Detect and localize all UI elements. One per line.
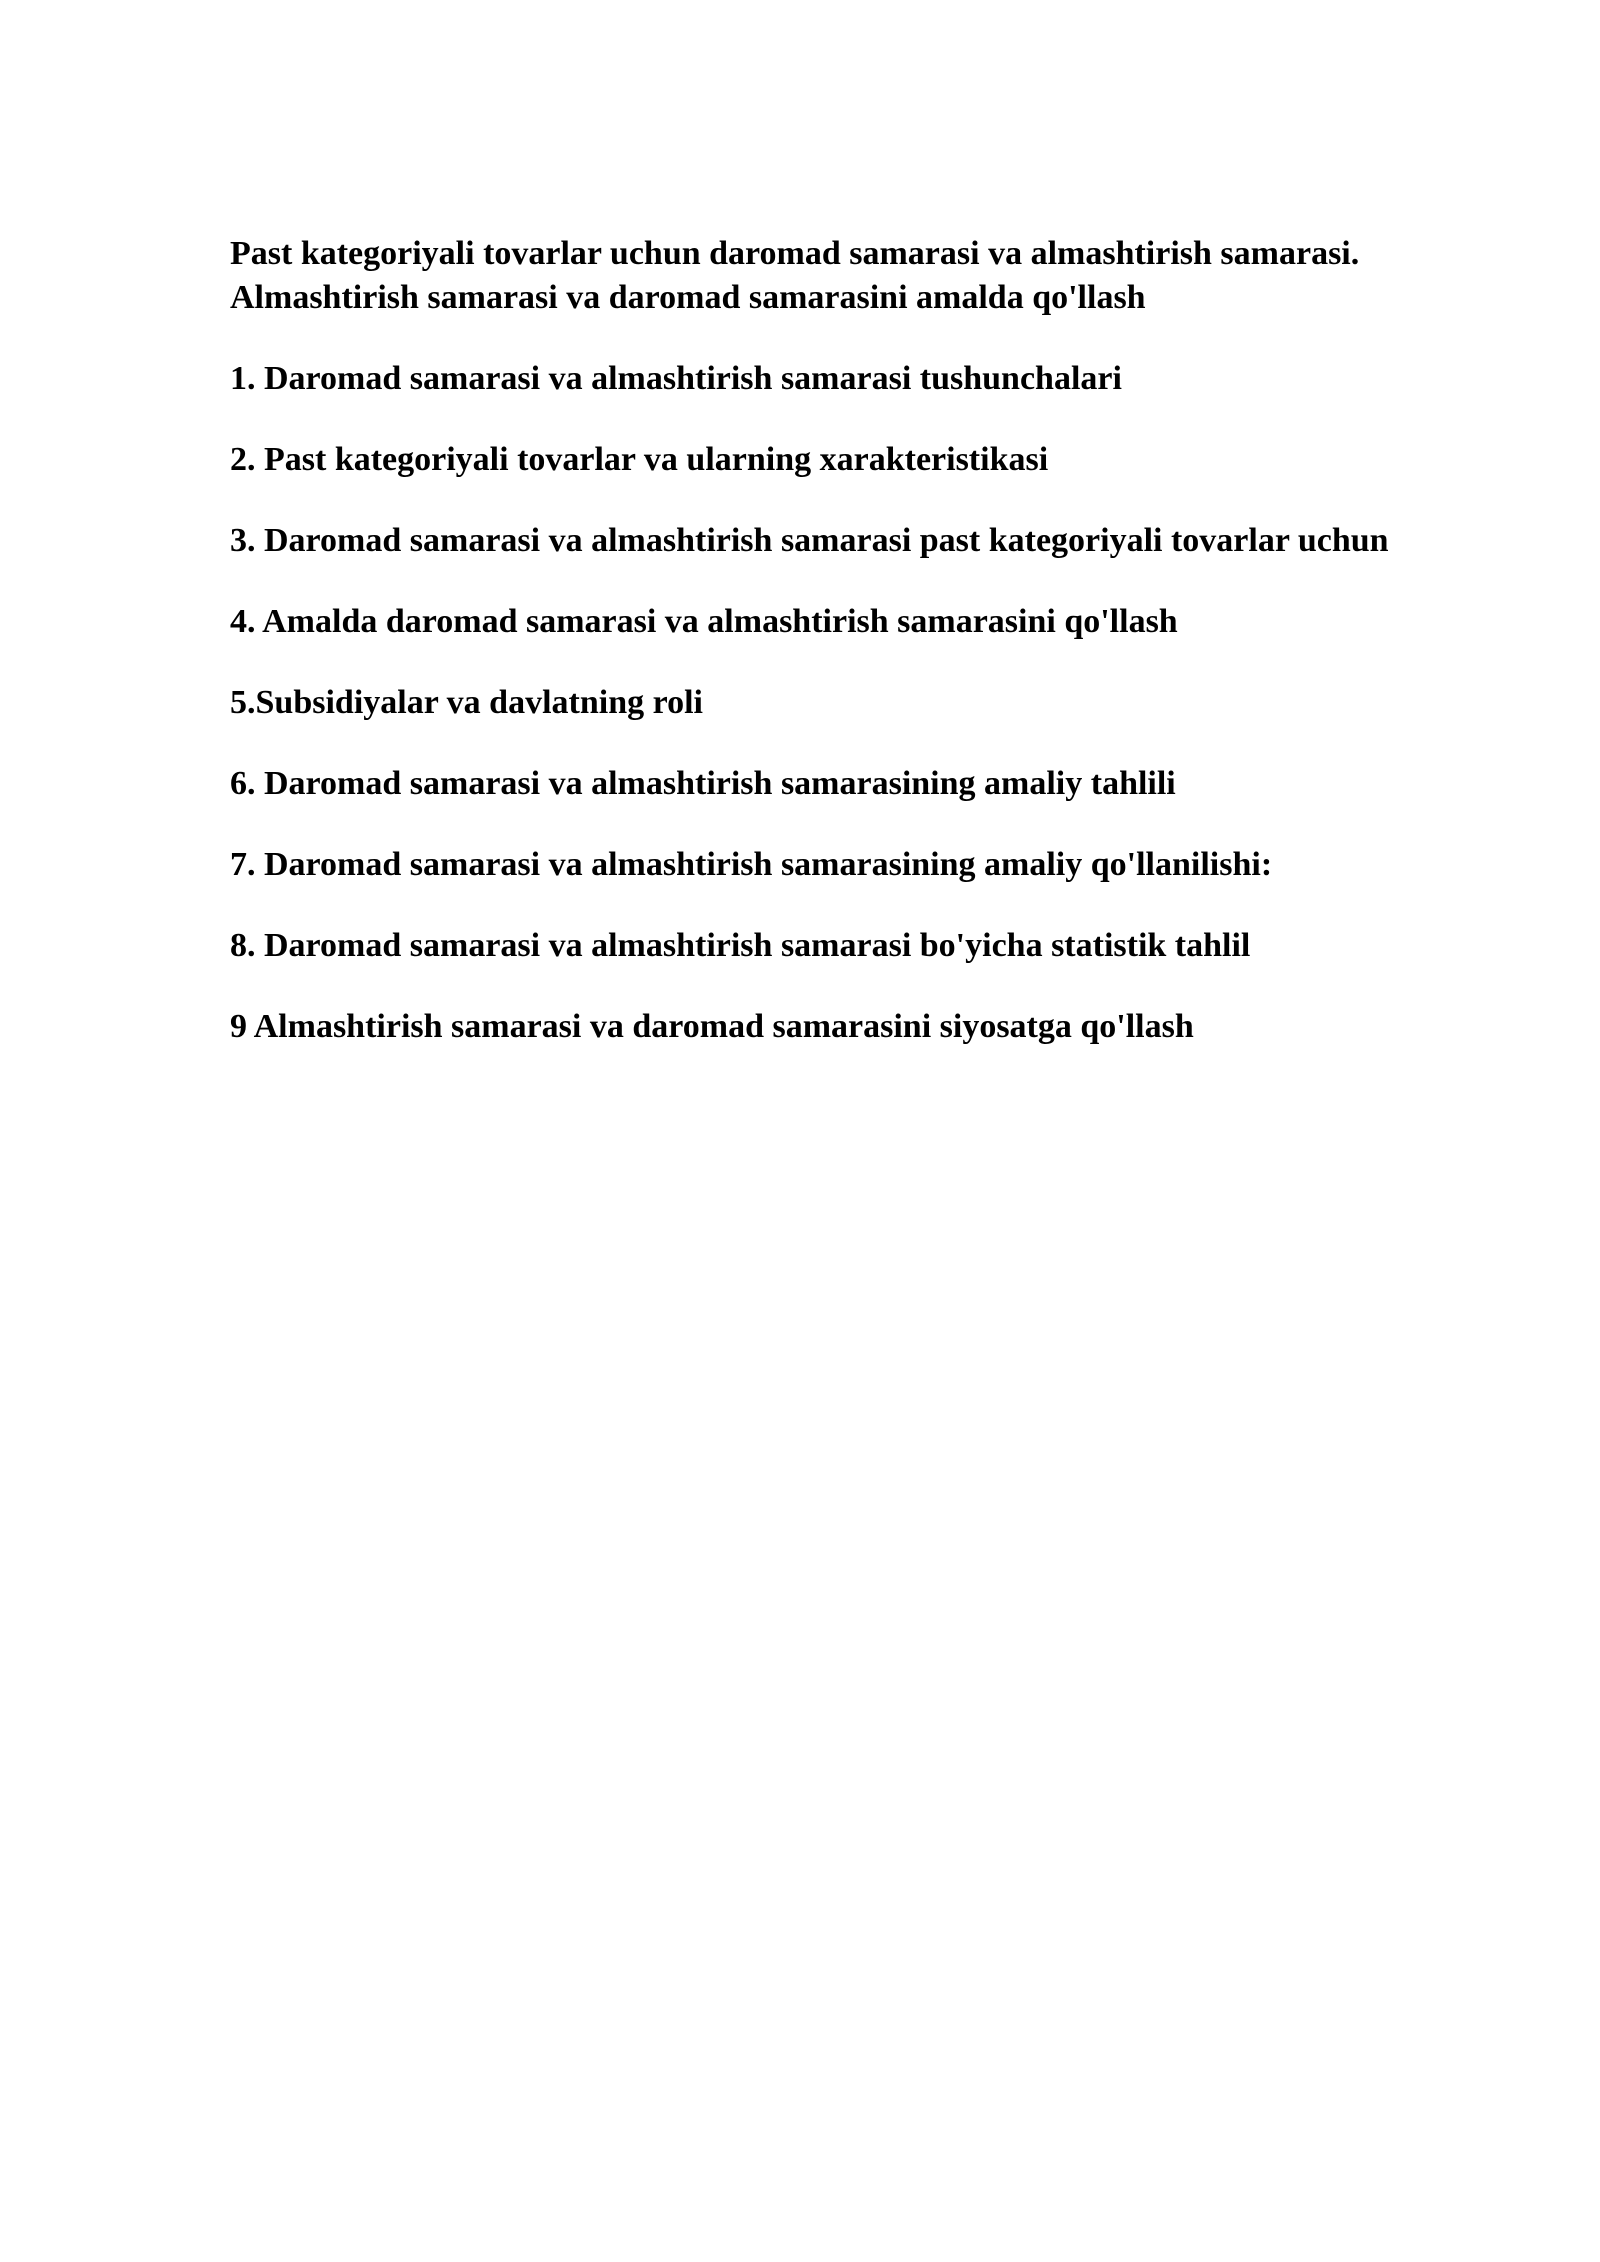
- toc-item-1: 1. Daromad samarasi va almashtirish samarasi tushunchalari: [230, 360, 1122, 397]
- document-content: [230, 232, 1530, 1049]
- toc-item-5: 5.Subsidiyalar va davlatning roli: [230, 684, 703, 721]
- toc-item-6: 6. Daromad samarasi va almashtirish samarasining amaliy tahlili: [230, 765, 1176, 802]
- toc-item-2: 2. Past kategoriyali tovarlar va ularning xarakteristikasi: [230, 441, 1049, 478]
- toc-item-9: 9 Almashtirish samarasi va daromad samarasini siyosatga qo'llash: [230, 1008, 1194, 1045]
- table-of-contents: [230, 357, 1530, 1049]
- document-title-line-1: Past kategoriyali tovarlar uchun daromad samarasi va almashtirish samarasi.: [230, 235, 1360, 272]
- toc-item-3: 3. Daromad samarasi va almashtirish samarasi past kategoriyali tovarlar uchun: [230, 522, 1389, 559]
- toc-item-7: 7. Daromad samarasi va almashtirish samarasining amaliy qo'llanilishi:: [230, 846, 1273, 883]
- document-title-line-2: Almashtirish samarasi va daromad samarasini amalda qo'llash: [230, 279, 1146, 316]
- toc-item-4: 4. Amalda daromad samarasi va almashtirish samarasini qo'llash: [230, 603, 1178, 640]
- toc-item-8: 8. Daromad samarasi va almashtirish samarasi bo'yicha statistik tahlil: [230, 927, 1251, 964]
